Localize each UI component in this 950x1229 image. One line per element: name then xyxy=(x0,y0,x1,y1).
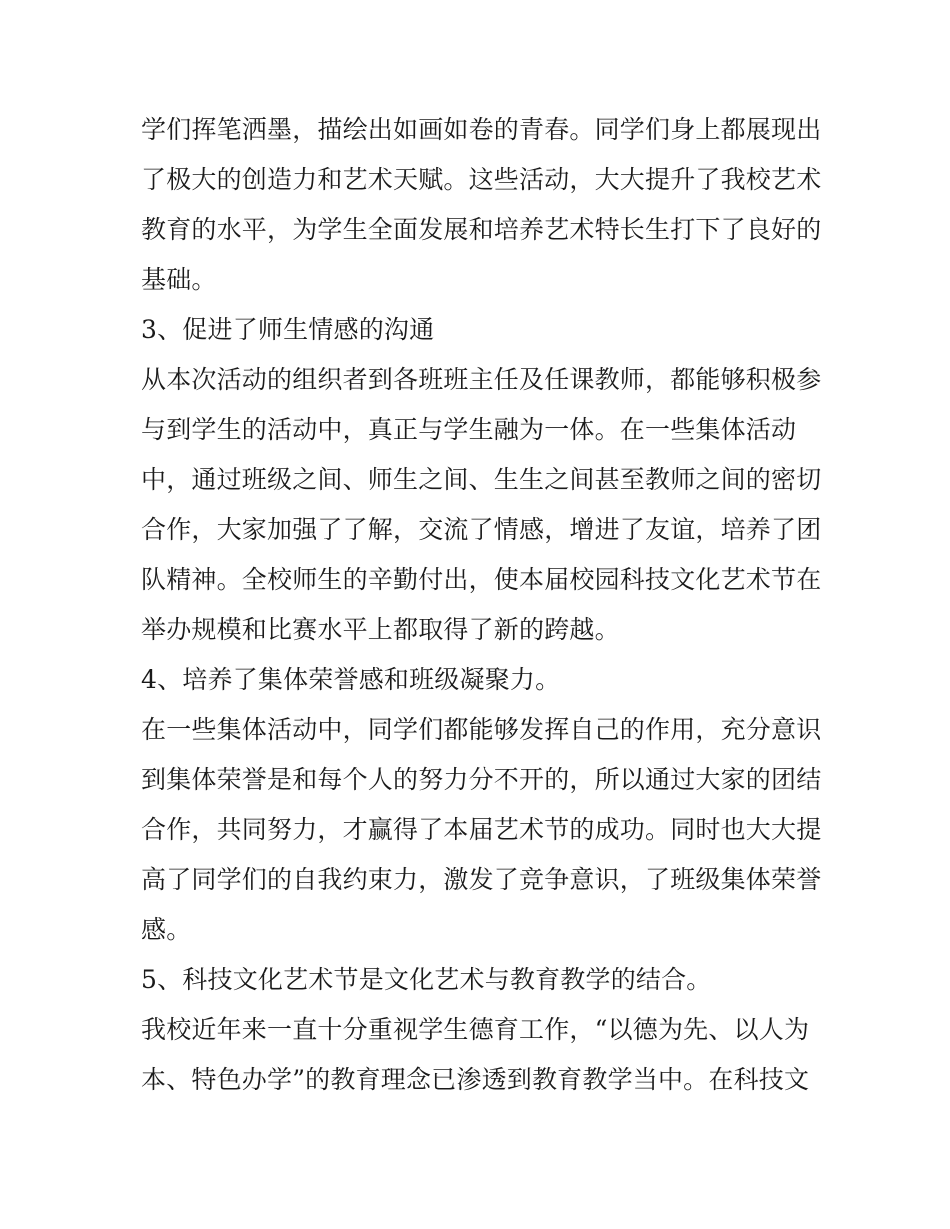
section-heading: 3、促进了师生情感的沟通 xyxy=(141,315,435,344)
paragraph-line: 在一些集体活动中，同学们都能够发挥自己的作用，充分意识 xyxy=(141,715,822,744)
paragraph-line: 了极大的创造力和艺术天赋。这些活动，大大提升了我校艺术 xyxy=(141,165,822,194)
paragraph-line: 高了同学们的自我约束力，激发了竞争意识，了班级集体荣誉 xyxy=(141,865,822,894)
paragraph-line: 到集体荣誉是和每个人的努力分不开的，所以通过大家的团结 xyxy=(141,765,822,794)
paragraph-line: 与到学生的活动中，真正与学生融为一体。在一些集体活动 xyxy=(141,415,797,444)
paragraph-line: 学们挥笔洒墨，描绘出如画如卷的青春。同学们身上都展现出 xyxy=(141,115,822,144)
paragraph-line: 感。 xyxy=(141,915,192,944)
section-heading: 4、培养了集体荣誉感和班级凝聚力。 xyxy=(141,665,561,694)
paragraph-line: 合作，共同努力，才赢得了本届艺术节的成功。同时也大大提 xyxy=(141,815,822,844)
paragraph-line: 教育的水平，为学生全面发展和培养艺术特长生打下了良好的 xyxy=(141,215,822,244)
paragraph-line: 基础。 xyxy=(141,265,217,294)
section-heading: 5、科技文化艺术节是文化艺术与教育教学的结合。 xyxy=(141,965,712,994)
paragraph-line: 本、特色办学”的教育理念已渗透到教育教学当中。在科技文 xyxy=(141,1065,810,1094)
paragraph-line: 队精神。全校师生的辛勤付出，使本届校园科技文化艺术节在 xyxy=(141,565,822,594)
paragraph-line: 合作，大家加强了了解，交流了情感，增进了友谊，培养了团 xyxy=(141,515,822,544)
paragraph-line: 中，通过班级之间、师生之间、生生之间甚至教师之间的密切 xyxy=(141,465,822,494)
paragraph-line: 我校近年来一直十分重视学生德育工作，“以德为先、以人为 xyxy=(141,1015,810,1044)
paragraph-line: 从本次活动的组织者到各班班主任及任课教师，都能够积极参 xyxy=(141,365,822,394)
paragraph-line: 举办规模和比赛水平上都取得了新的跨越。 xyxy=(141,615,620,644)
